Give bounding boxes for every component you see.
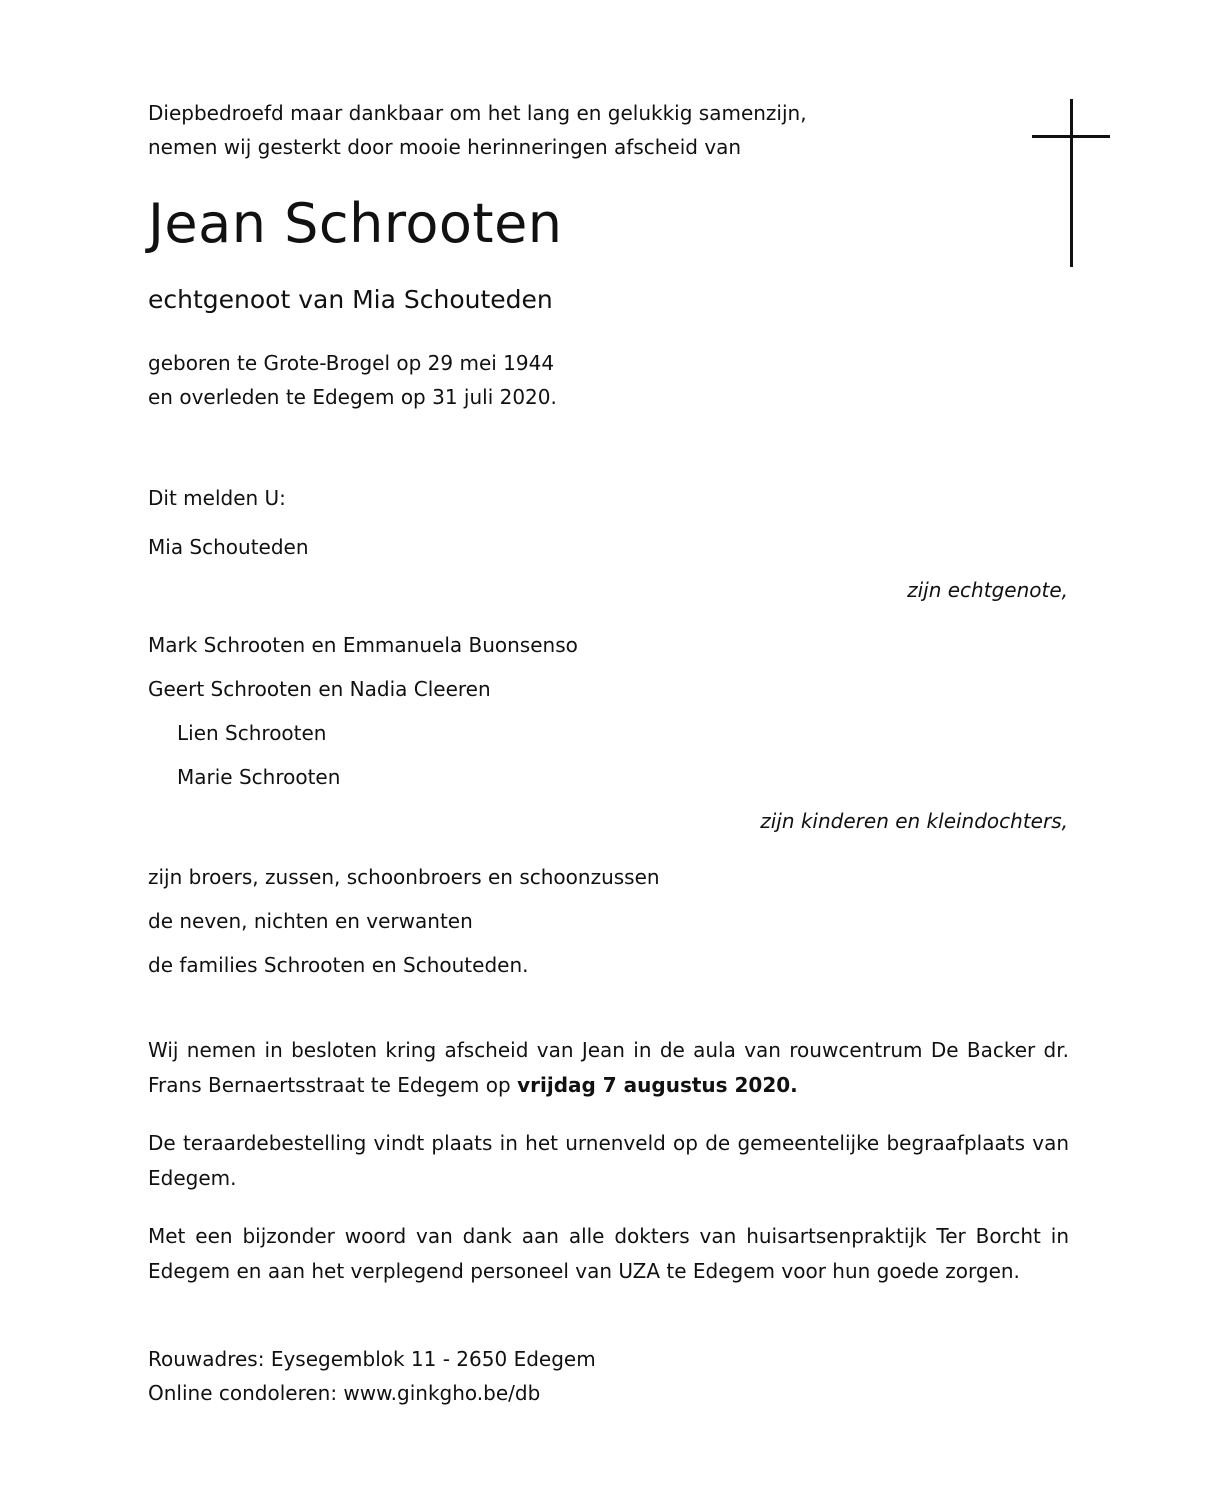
grandchild-item: Marie Schrooten — [177, 765, 341, 789]
intro-line-1: Diepbedroefd maar dankbaar om het lang en gelukkig samenzijn, — [148, 101, 807, 125]
spouse-name: Mia Schouteden — [148, 535, 309, 559]
ceremony-paragraph — [148, 1033, 1069, 1103]
spouse-line: echtgenoot van Mia Schouteden — [148, 285, 553, 314]
children-role: zijn kinderen en kleindochters, — [760, 809, 1068, 833]
life-dates — [148, 346, 557, 414]
spouse-role: zijn echtgenote, — [907, 578, 1068, 602]
child-item: Geert Schrooten en Nadia Cleeren — [148, 677, 491, 701]
intro-line-2: nemen wij gesterkt door mooie herinneringen afscheid van — [148, 135, 742, 159]
online-condolences: Online condoleren: www.ginkgho.be/db — [148, 1381, 541, 1405]
mourning-address: Rouwadres: Eysegemblok 11 - 2650 Edegem — [148, 1347, 596, 1371]
cross-icon — [1032, 99, 1110, 267]
relative-item: de families Schrooten en Schouteden. — [148, 953, 529, 977]
ceremony-date: vrijdag 7 augustus 2020. — [517, 1073, 798, 1097]
deceased-name: Jean Schrooten — [148, 192, 563, 255]
child-item: Mark Schrooten en Emmanuela Buonsenso — [148, 633, 578, 657]
relative-item: zijn broers, zussen, schoonbroers en schoonzussen — [148, 865, 660, 889]
grandchild-item: Lien Schrooten — [177, 721, 327, 745]
birth-line: geboren te Grote-Brogel op 29 mei 1944 — [148, 351, 555, 375]
thanks-paragraph: Met een bijzonder woord van dank aan alle dokters van huisartsenpraktijk Ter Borcht in Edegem en aan het verplegend personeel van UZA te Edegem voor hun goede zorgen. — [148, 1224, 1069, 1283]
intro-text — [148, 96, 807, 164]
relative-item: de neven, nichten en verwanten — [148, 909, 473, 933]
ceremony-text: Wij nemen in besloten kring afscheid van Jean in de aula van rouwcentrum De Backer dr. Frans Bernaertsstraat te Edegem op — [148, 1038, 1069, 1097]
footer — [148, 1342, 596, 1410]
relatives-list — [148, 860, 660, 992]
children-list — [148, 628, 578, 804]
announcement-heading: Dit melden U: — [148, 486, 286, 510]
death-line: en overleden te Edegem op 31 juli 2020. — [148, 385, 557, 409]
burial-paragraph: De teraardebestelling vindt plaats in het urnenveld op de gemeentelijke begraafplaats van Edegem. — [148, 1131, 1069, 1190]
